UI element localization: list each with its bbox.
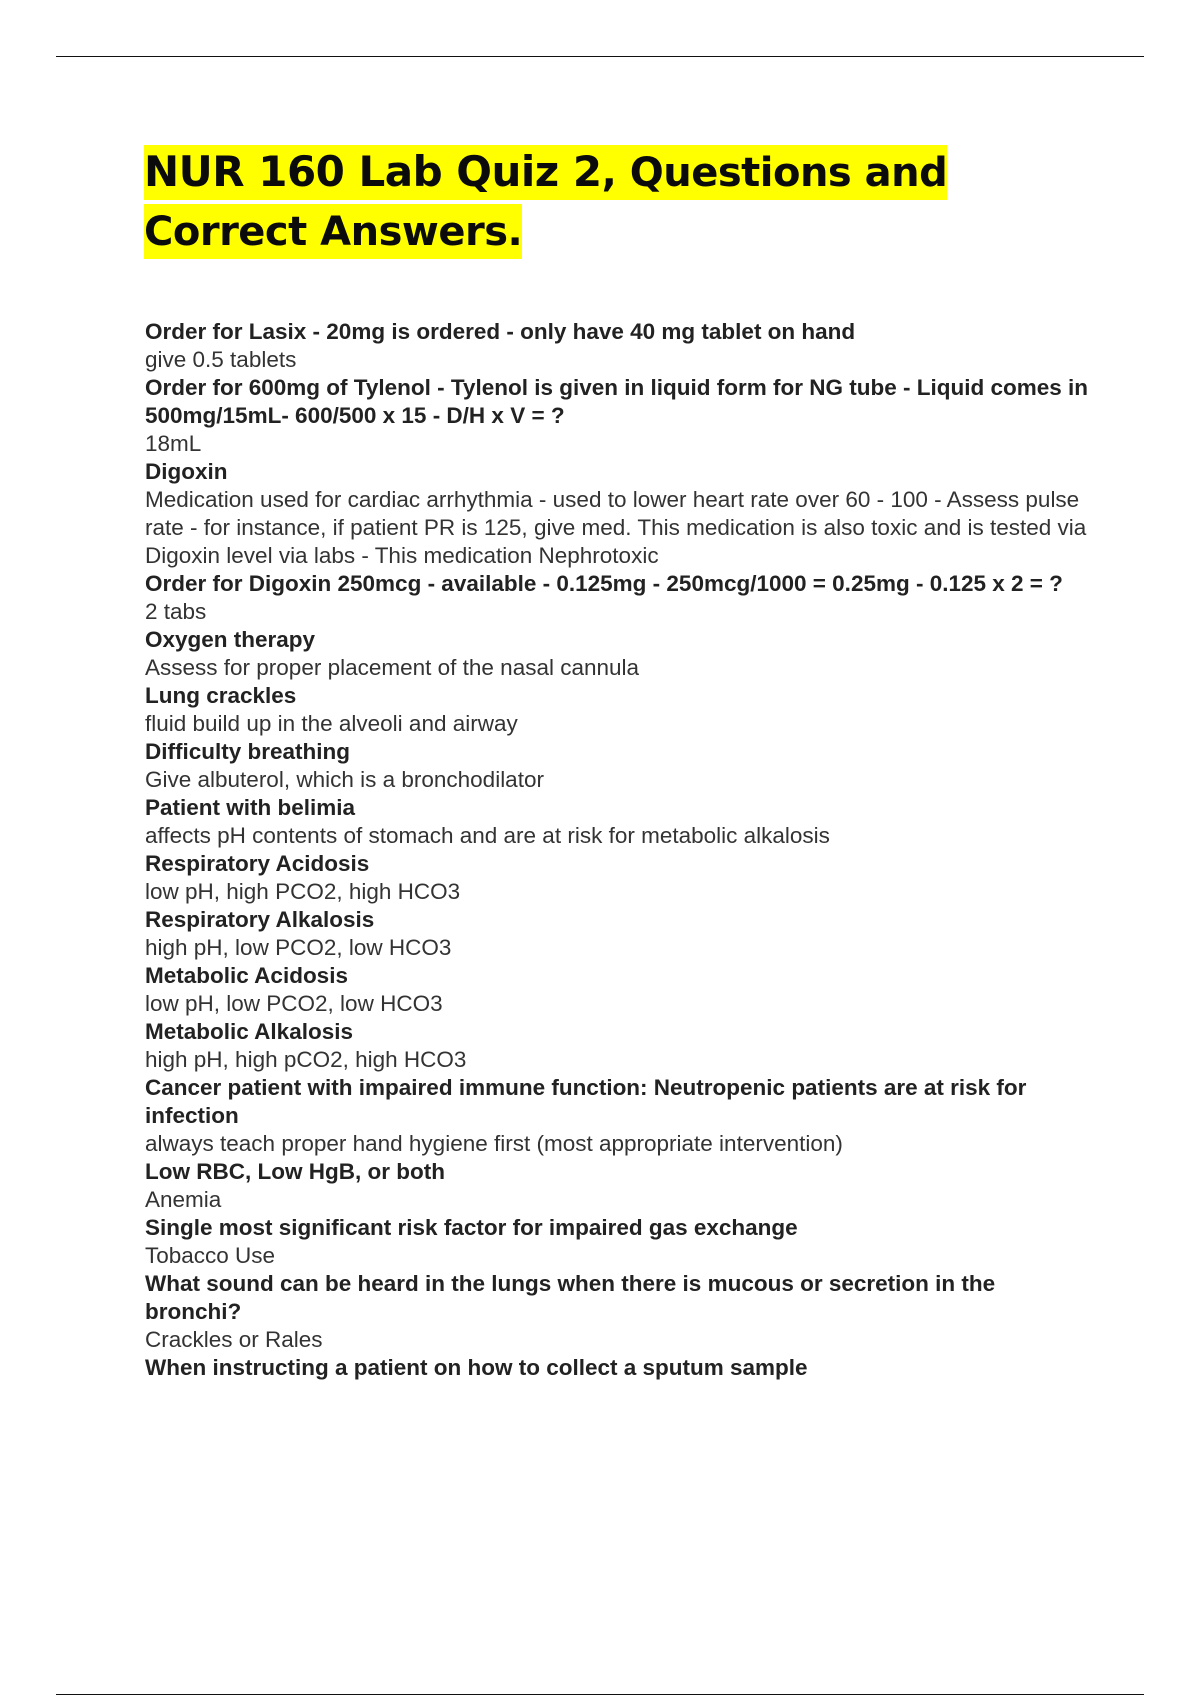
question: Digoxin: [145, 459, 228, 484]
question: Order for 600mg of Tylenol - Tylenol is given in liquid form for NG tube - Liquid comes in 500mg/15mL- 600/500 x 15 - D/H x V = ?: [145, 375, 1088, 428]
qa-item: [145, 1074, 1095, 1158]
question: Respiratory Acidosis: [145, 851, 370, 876]
qa-item: [145, 1018, 1095, 1074]
question: Metabolic Acidosis: [145, 963, 348, 988]
qa-item: [145, 1354, 1095, 1382]
document-title: [144, 143, 1104, 261]
title-course: NUR 160 Lab Quiz 2: [144, 147, 602, 196]
answer: fluid build up in the alveoli and airway: [145, 711, 518, 736]
question: Order for Digoxin 250mcg - available - 0.125mg - 250mcg/1000 = 0.25mg - 0.125 x 2 = ?: [145, 571, 1063, 596]
qa-item: [145, 570, 1095, 626]
qa-item: [145, 738, 1095, 794]
question: Order for Lasix - 20mg is ordered - only have 40 mg tablet on hand: [145, 319, 856, 344]
qa-item: [145, 850, 1095, 906]
answer: Give albuterol, which is a bronchodilator: [145, 767, 544, 792]
qa-item: [145, 626, 1095, 682]
question: Low RBC, Low HgB, or both: [145, 1159, 445, 1184]
question: Oxygen therapy: [145, 627, 316, 652]
answer: 2 tabs: [145, 599, 207, 624]
qa-item: [145, 1214, 1095, 1270]
qa-item: [145, 458, 1095, 570]
question: Cancer patient with impaired immune function: Neutropenic patients are at risk for infection: [145, 1075, 1027, 1128]
answer: affects pH contents of stomach and are at risk for metabolic alkalosis: [145, 823, 830, 848]
qa-item: [145, 906, 1095, 962]
qa-item: [145, 682, 1095, 738]
answer: high pH, low PCO2, low HCO3: [145, 935, 452, 960]
qa-item: [145, 1270, 1095, 1354]
title-subtitle: , Questions and Correct Answers.: [144, 150, 948, 255]
answer: Anemia: [145, 1187, 222, 1212]
question: Patient with belimia: [145, 795, 356, 820]
answer: Tobacco Use: [145, 1243, 276, 1268]
answer: Crackles or Rales: [145, 1327, 323, 1352]
answer: Medication used for cardiac arrhythmia - used to lower heart rate over 60 - 100 - Assess pulse rate - for instance, if patient PR is 125, give med. This medication is also toxic and is tested via Digoxin level via labs - This medication Nephrotoxic: [145, 487, 1087, 568]
answer: 18mL: [145, 431, 202, 456]
question: What sound can be heard in the lungs when there is mucous or secretion in the bronchi?: [145, 1271, 996, 1324]
answer: low pH, low PCO2, low HCO3: [145, 991, 443, 1016]
answer: high pH, high pCO2, high HCO3: [145, 1047, 467, 1072]
header-rule: [56, 56, 1144, 57]
answer: low pH, high PCO2, high HCO3: [145, 879, 461, 904]
answer: always teach proper hand hygiene first (most appropriate intervention): [145, 1131, 843, 1156]
qa-item: [145, 962, 1095, 1018]
question: Respiratory Alkalosis: [145, 907, 375, 932]
question: When instructing a patient on how to collect a sputum sample: [145, 1355, 808, 1380]
answer: Assess for proper placement of the nasal cannula: [145, 655, 640, 680]
qa-list: [145, 318, 1095, 1382]
footer-rule: [56, 1694, 1144, 1695]
qa-item: [145, 1158, 1095, 1214]
question: Metabolic Alkalosis: [145, 1019, 353, 1044]
question: Lung crackles: [145, 683, 297, 708]
qa-item: [145, 318, 1095, 374]
question: Single most significant risk factor for impaired gas exchange: [145, 1215, 798, 1240]
qa-item: [145, 374, 1095, 458]
qa-item: [145, 794, 1095, 850]
answer: give 0.5 tablets: [145, 347, 297, 372]
question: Difficulty breathing: [145, 739, 351, 764]
